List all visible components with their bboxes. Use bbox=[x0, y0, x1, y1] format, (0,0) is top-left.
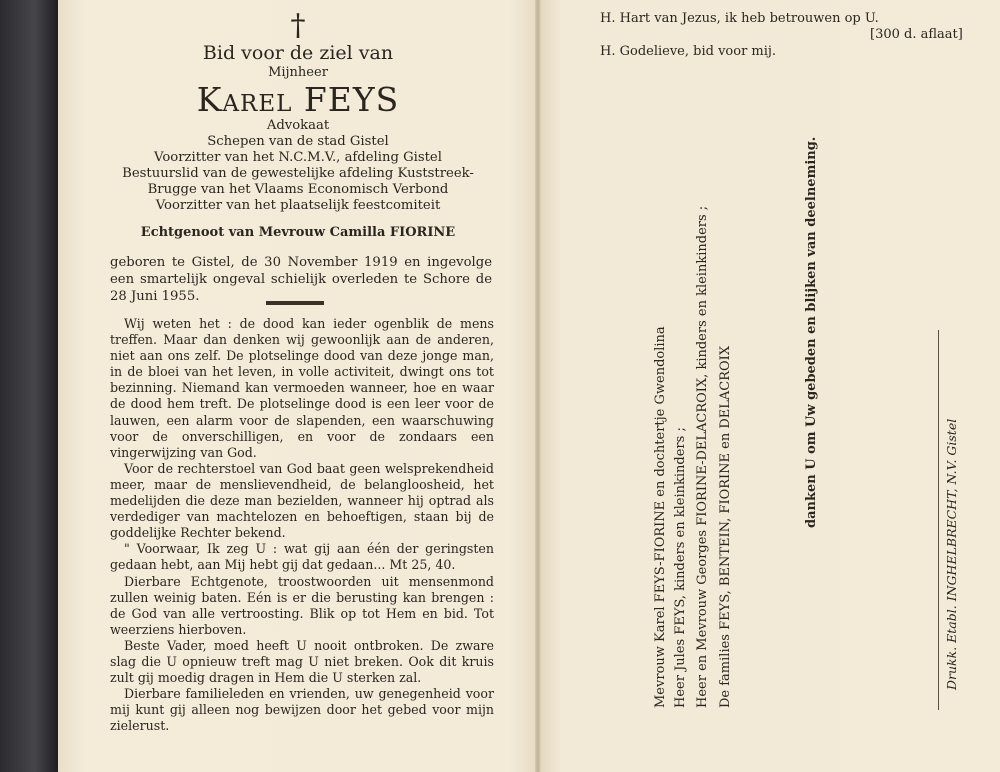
role-line: Schepen van de stad Gistel bbox=[207, 134, 389, 149]
prayer-godelieve: H. Godelieve, bid voor mij. bbox=[600, 44, 777, 59]
paragraph: Dierbare Echtgenote, troostwoorden uit mensenmond zullen weinig baten. Eén is er die berusting kan brengen : de God van alle vertroosting. Blik op tot Hem en bid. Tot weerziens hierboven. bbox=[110, 573, 494, 637]
paragraph: Voor de rechterstoel van God baat geen welsprekendheid meer, maar de menslievendheid, de belangloosheid, het medelijden die deze man bezielden, wanneer hij optrad als verdediger van machtelozen en behoeftigen, staan bij de goddelijke Rechter bekend. bbox=[110, 460, 494, 541]
divider bbox=[266, 301, 324, 305]
scripture-quote: " Voorwaar, Ik zeg U : wat gij aan één der geringsten gedaan hebt, aan Mij hebt gij dat gedaan... Mt 25, 40. bbox=[110, 541, 494, 573]
paragraph: Wij weten het : de dood kan ieder ogenblik de mens treffen. Maar dan denken wij gewoonlijk aan de anderen, niet aan ons zelf. De plotselinge dood van deze jonge man, in de bloei van het leven, in volle activiteit, dwingt ons tot bezinning. Niemand kan vermoeden wanneer, hoe en waar de dood hem treft. De plotselinge dood is een leer voor de lauwen, een alarm voor de slapenden, een waarschuwing voor de onverschilligen, en voor de zondaars een vingerwijzing van God. bbox=[110, 316, 494, 460]
cross-icon: † bbox=[290, 8, 306, 43]
thanks-line: danken U om Uw gebeden en blijken van deelneming. bbox=[804, 136, 819, 528]
family-line: Heer Jules FEYS, kinders en kleinkinders ; bbox=[673, 427, 688, 708]
deceased-name: Karel FEYS bbox=[196, 80, 400, 119]
role-line: Advokaat bbox=[266, 118, 330, 133]
role-line: Voorzitter van het N.C.M.V., afdeling Gistel bbox=[154, 150, 442, 165]
prayer-sacred-heart: H. Hart van Jezus, ik heb betrouwen op U. bbox=[600, 11, 879, 26]
scan-edge bbox=[0, 0, 58, 772]
printer-rule bbox=[938, 330, 939, 710]
family-line: Heer en Mevrouw Georges FIORINE-DELACROIX, kinders en kleinkinders ; bbox=[695, 205, 710, 708]
paragraph: Beste Vader, moed heeft U nooit ontbroken. De zware slag die U opnieuw treft mag U niet breken. Ook dit kruis zult gij moedig dragen in Hem die U sterken zal. bbox=[110, 637, 494, 686]
family-line: Mevrouw Karel FEYS-FIORINE en dochtertje Gwendolina bbox=[653, 326, 668, 708]
card-right-page bbox=[538, 0, 1000, 772]
role-line: Brugge van het Vlaams Economisch Verbond bbox=[147, 182, 449, 197]
indulgence-note: [300 d. aflaat] bbox=[870, 27, 963, 42]
paragraph: Dierbare familieleden en vrienden, uw genegenheid voor mij kunt gij alleen nog bewijzen door het gebed voor mijn zielerust. bbox=[110, 686, 494, 734]
role-line: Bestuurslid van de gewestelijke afdeling Kuststreek- bbox=[122, 166, 474, 181]
spouse-line: Echtgenoot van Mevrouw Camilla FIORINE bbox=[140, 225, 456, 240]
printer-credit: Drukk. Etabl. INGHELBRECHT, N.V. Gistel bbox=[944, 418, 959, 690]
role-line: Voorzitter van het plaatselijk feestcomiteit bbox=[155, 198, 441, 213]
honorific: Mijnheer bbox=[268, 65, 328, 80]
birth-death-text: geboren te Gistel, de 30 November 1919 en ingevolge een smartelijk ongeval schielijk overleden te Schore de 28 Juni 1955. bbox=[110, 255, 492, 304]
family-line: De families FEYS, BENTEIN, FIORINE en DELACROIX bbox=[718, 345, 733, 708]
heading: Bid voor de ziel van bbox=[202, 42, 394, 64]
memorial-text bbox=[110, 316, 494, 734]
